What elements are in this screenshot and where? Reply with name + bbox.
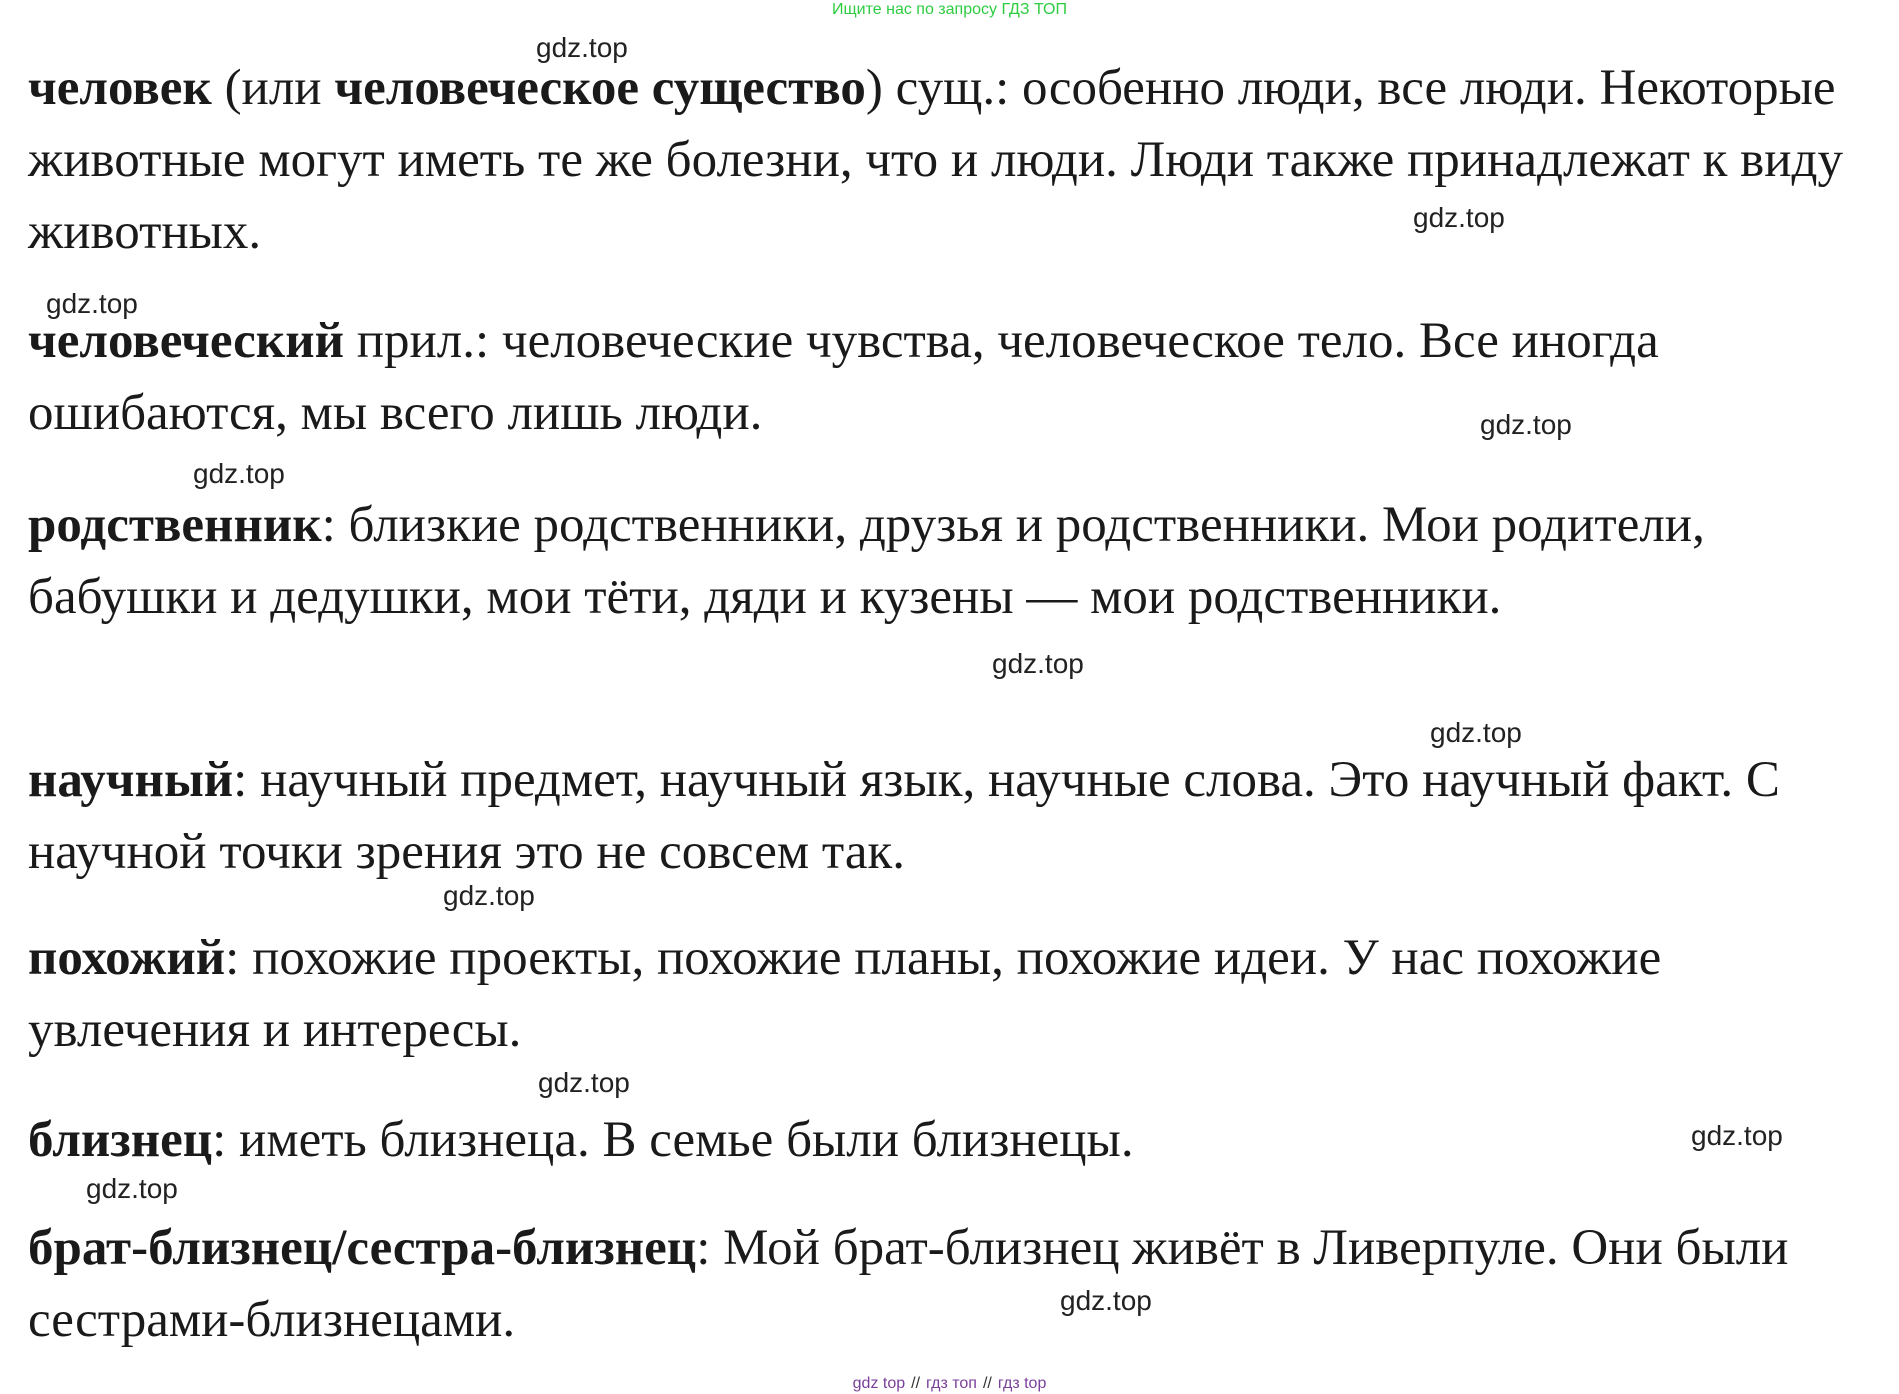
headword: научный <box>28 752 234 808</box>
entry-human-adj <box>28 305 1888 449</box>
watermark: gdz.top <box>992 648 1084 679</box>
definition-text: (или <box>211 60 335 116</box>
headword: человек <box>28 60 212 116</box>
entry-scientific <box>28 744 1888 888</box>
footer-separator: // <box>911 1375 921 1392</box>
definition-text: : иметь близнеца. В семье были близнецы. <box>212 1112 1134 1168</box>
entry-human <box>28 52 1888 268</box>
definition-text: : близкие родственники, друзья и родственники. Мои родители, бабушки и дедушки, мои тёти, дяди и кузены — мои родственники. <box>28 497 1705 625</box>
watermark: gdz.top <box>1413 202 1505 233</box>
entry-twin <box>28 1104 1888 1176</box>
definition-text: ) сущ.: особенно люди, все люди. Некоторые животные могут иметь те же болезни, что и люди. Люди также принадлежат к виду животных. <box>28 60 1844 260</box>
watermark: gdz.top <box>1060 1285 1152 1316</box>
definition-text: : Мой брат-близнец живёт в Ливерпуле. Они были сестрами-близнецами. <box>28 1220 1789 1348</box>
definition-text: : похожие проекты, похожие планы, похожие идеи. У нас похожие увлечения и интересы. <box>28 930 1662 1058</box>
watermark: gdz.top <box>536 32 628 63</box>
entry-twin-sibling <box>28 1212 1888 1356</box>
entry-relative <box>28 489 1888 633</box>
headword: человеческий <box>28 313 344 369</box>
headword: родственник <box>28 497 322 553</box>
headword: похожий <box>28 930 226 986</box>
footer <box>0 1374 1899 1394</box>
footer-item: гдз top <box>997 1375 1047 1392</box>
watermark: gdz.top <box>86 1173 178 1204</box>
headword: близнец <box>28 1112 213 1168</box>
footer-separator: // <box>982 1375 992 1392</box>
footer-item: gdz top <box>852 1375 906 1392</box>
watermark: gdz.top <box>1691 1120 1783 1151</box>
watermark: gdz.top <box>46 288 138 319</box>
watermark: gdz.top <box>193 458 285 489</box>
watermark: gdz.top <box>1430 717 1522 748</box>
definition-text: прил.: человеческие чувства, человеческое тело. Все иногда ошибаются, мы всего лишь люди. <box>28 313 1659 441</box>
watermark: gdz.top <box>538 1067 630 1098</box>
watermark: gdz.top <box>1480 409 1572 440</box>
headword: брат-близнец/сестра-близнец <box>28 1220 697 1276</box>
footer-item: гдз топ <box>926 1375 977 1392</box>
entry-similar <box>28 922 1888 1066</box>
watermark: gdz.top <box>443 880 535 911</box>
definition-text: : научный предмет, научный язык, научные слова. Это научный факт. С научной точки зрения это не совсем так. <box>28 752 1780 880</box>
top-banner: Ищите нас по запросу ГДЗ ТОП <box>832 1 1067 18</box>
headword: человеческое существо <box>334 60 866 116</box>
